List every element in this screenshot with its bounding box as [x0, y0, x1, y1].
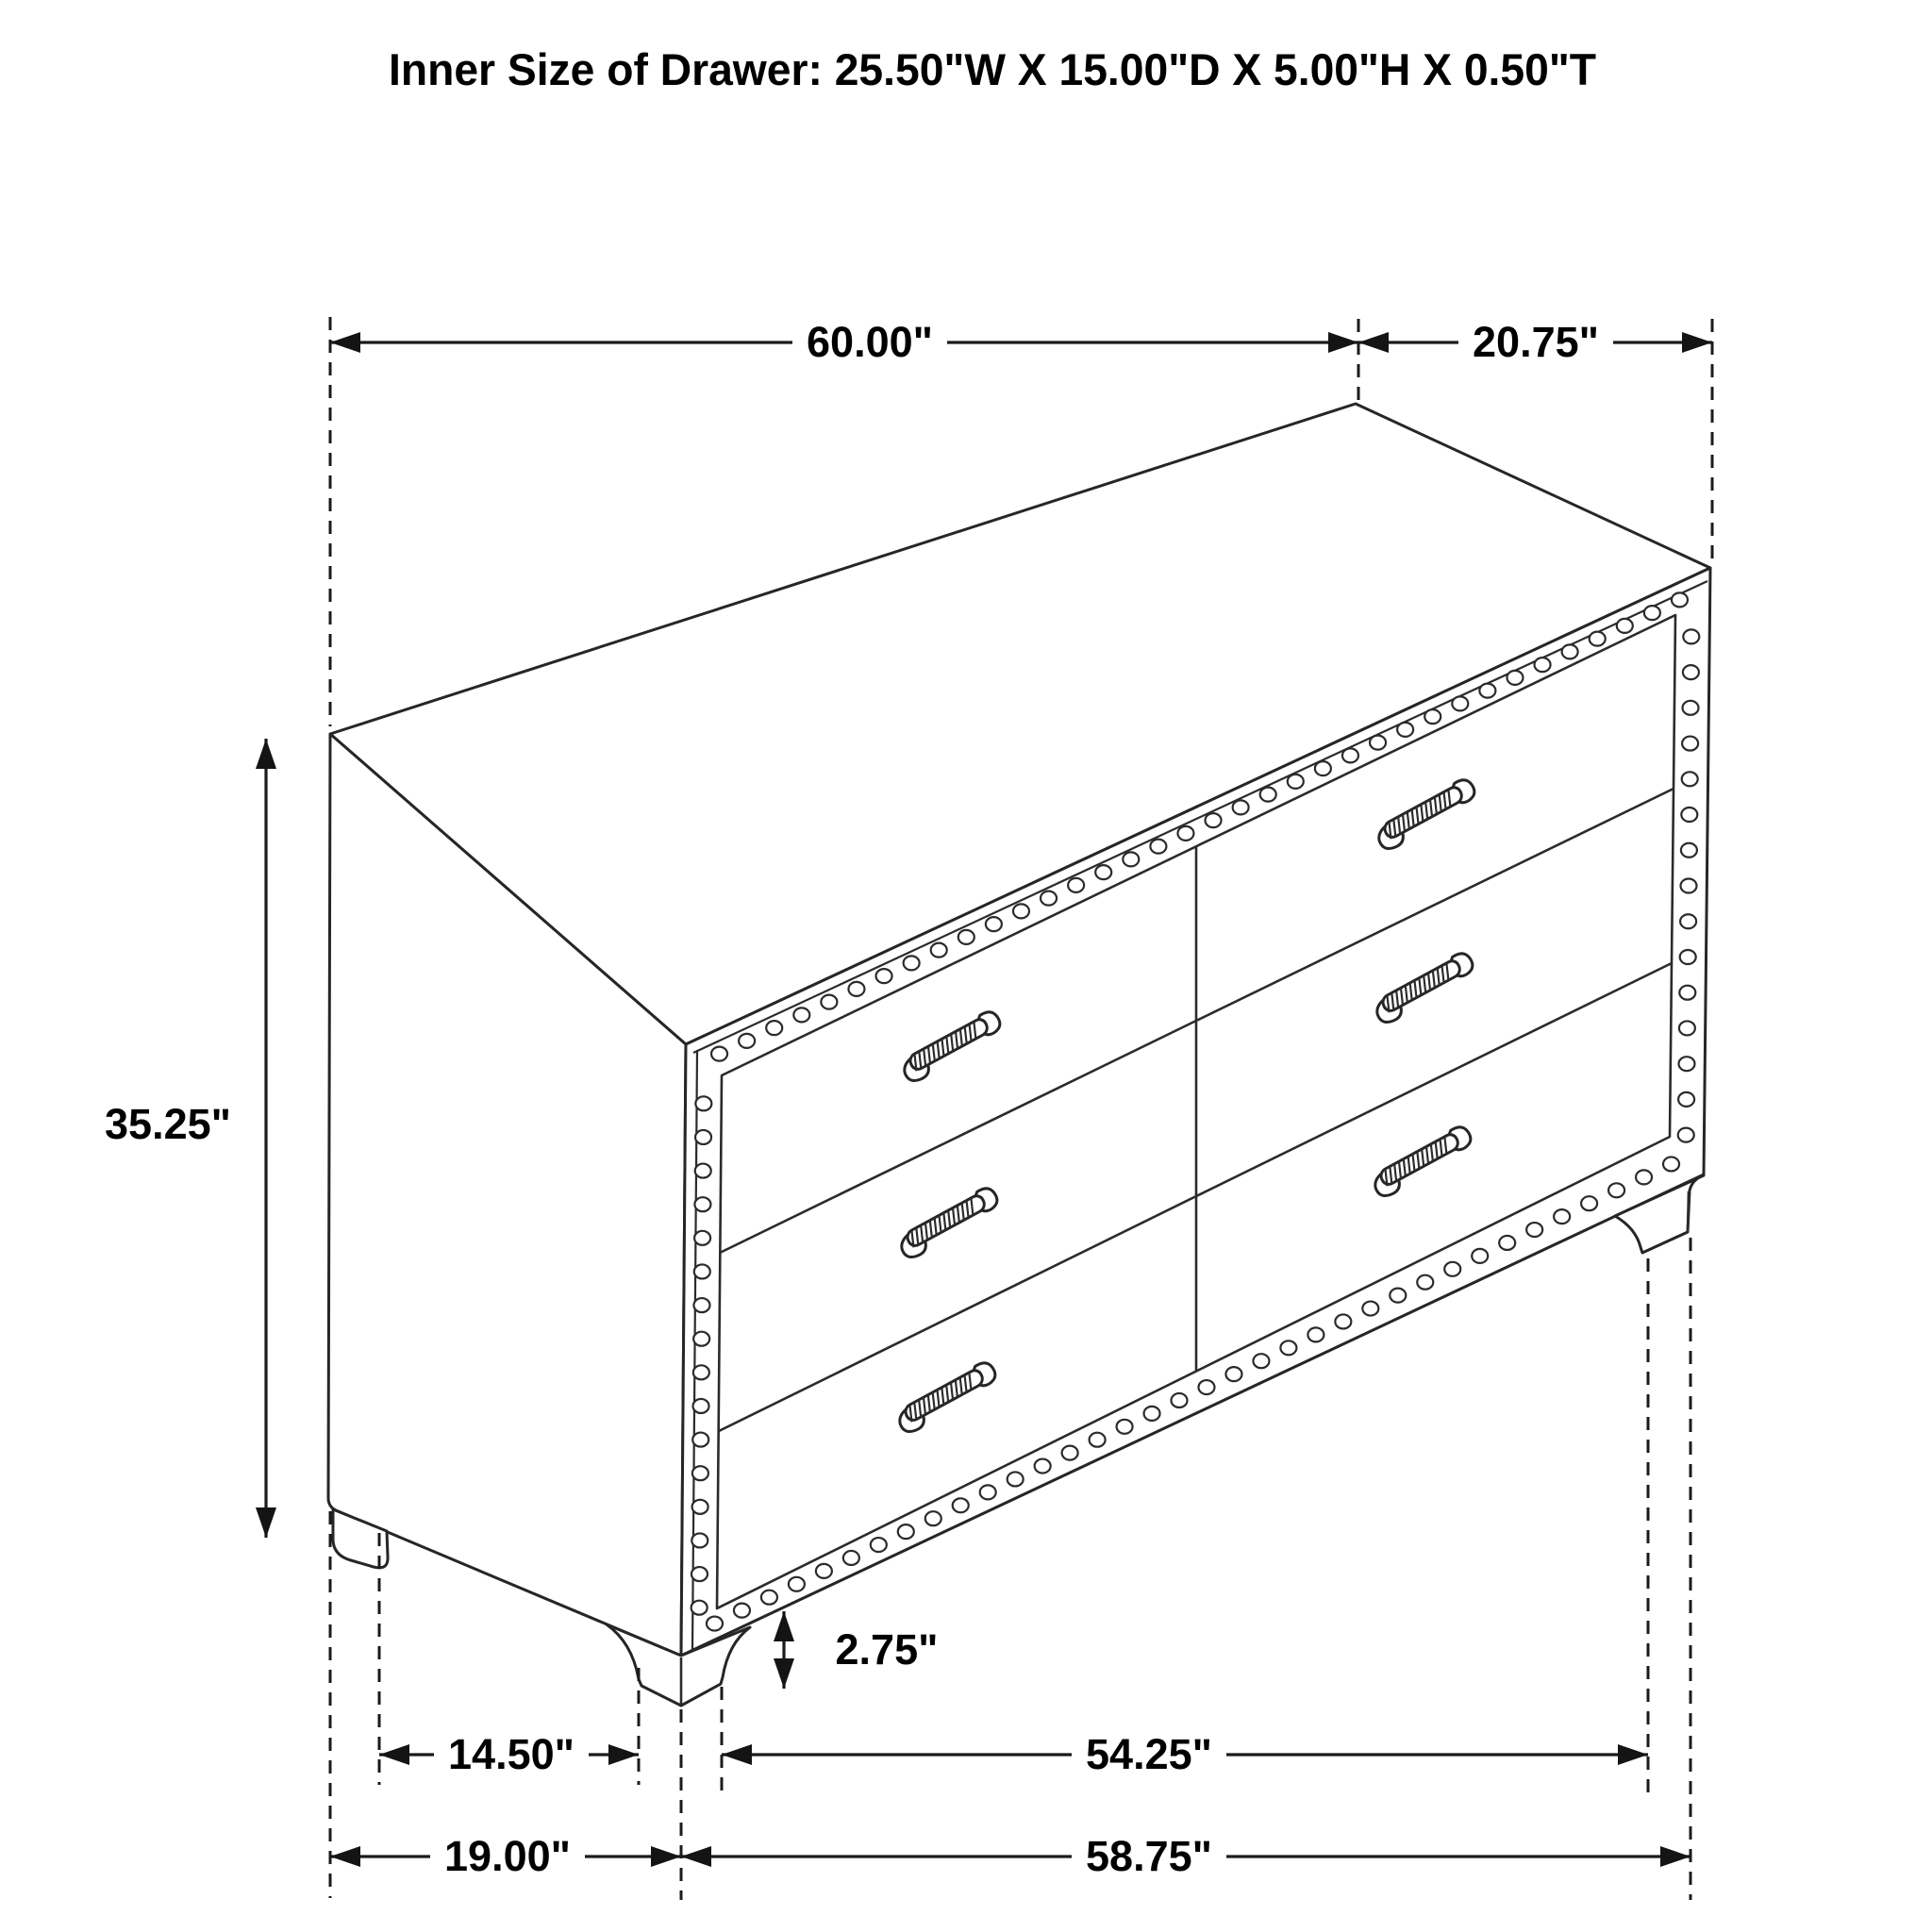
nailhead-icon: [1682, 772, 1698, 786]
dimension-label: 54.25": [1086, 1730, 1212, 1778]
nailhead-icon: [1090, 1433, 1106, 1447]
nailhead-icon: [1507, 671, 1523, 685]
nailhead-icon: [904, 956, 920, 970]
nailhead-icon: [931, 943, 947, 958]
nailhead-icon: [1617, 619, 1633, 633]
nailhead-icon: [925, 1511, 941, 1525]
nailhead-icon: [695, 1096, 711, 1110]
nailhead-icon: [1678, 1128, 1694, 1142]
nailhead-icon: [821, 995, 837, 1009]
dimension-side-leg-outer: [330, 1831, 681, 1882]
diagram-title: Inner Size of Drawer: 25.50"W X 15.00"D X 5.00"H X 0.50"T: [389, 44, 1597, 94]
nailhead-icon: [1198, 1380, 1214, 1394]
nailhead-icon: [1535, 658, 1551, 672]
nailhead-icon: [876, 969, 892, 983]
nailhead-icon: [1362, 1302, 1378, 1316]
nailhead-icon: [898, 1524, 914, 1539]
dimension-label: 58.75": [1086, 1832, 1212, 1880]
nailhead-icon: [734, 1604, 750, 1618]
arrowhead-icon: [681, 1846, 711, 1867]
nailhead-icon: [695, 1130, 711, 1144]
nailhead-icon: [707, 1617, 723, 1631]
dimension-label: 60.00": [807, 318, 933, 366]
dimension-side-leg-spacing: [379, 1729, 639, 1780]
nailhead-icon: [1095, 865, 1111, 879]
nailhead-icon: [1008, 1472, 1024, 1486]
arrowhead-icon: [330, 1846, 360, 1867]
nailhead-icon: [986, 917, 1002, 931]
nailhead-icon: [1479, 684, 1495, 698]
nailhead-icon: [1581, 1196, 1597, 1210]
nailhead-icon: [711, 1047, 727, 1061]
nailhead-icon: [1041, 891, 1057, 906]
nailhead-icon: [691, 1567, 708, 1581]
arrowhead-icon: [608, 1744, 639, 1765]
nailhead-icon: [1672, 592, 1688, 607]
nailhead-icon: [739, 1034, 755, 1048]
nailhead-icon: [980, 1485, 996, 1499]
nailhead-icon: [1417, 1275, 1433, 1290]
nailhead-icon: [694, 1197, 710, 1211]
nailhead-icon: [1678, 1092, 1694, 1107]
nailhead-icon: [1144, 1407, 1160, 1421]
arrowhead-icon: [1618, 1744, 1648, 1765]
nailhead-icon: [1150, 840, 1166, 854]
nailhead-icon: [1452, 696, 1468, 710]
dimension-label: 14.50": [448, 1730, 575, 1778]
nailhead-icon: [1013, 904, 1029, 918]
nailhead-icon: [1679, 986, 1695, 1000]
arrowhead-icon: [1358, 332, 1389, 353]
arrowhead-icon: [774, 1611, 794, 1641]
dimension-front-leg-clear: [722, 1729, 1648, 1780]
nailhead-icon: [1172, 1393, 1188, 1407]
nailhead-icon: [1123, 852, 1139, 866]
nailhead-icon: [1390, 1289, 1406, 1303]
nailhead-icon: [761, 1591, 777, 1605]
nailhead-icon: [1644, 606, 1660, 620]
nailhead-icon: [693, 1365, 709, 1379]
nailhead-icon: [871, 1538, 887, 1552]
arrowhead-icon: [256, 1507, 276, 1538]
dimension-label: 20.75": [1473, 318, 1599, 366]
nailhead-icon: [1683, 665, 1699, 679]
nailhead-icon: [1315, 761, 1331, 775]
nailhead-icon: [1035, 1459, 1051, 1474]
nailhead-icon: [816, 1564, 832, 1578]
arrowhead-icon: [379, 1744, 409, 1765]
dimension-top-depth: [1358, 317, 1712, 368]
nailhead-icon: [1680, 950, 1696, 964]
nailhead-icon: [766, 1021, 782, 1035]
nailhead-icon: [1679, 1021, 1695, 1035]
dimension-leg-height: [774, 1611, 938, 1689]
arrowhead-icon: [1660, 1846, 1690, 1867]
nailhead-icon: [1636, 1170, 1652, 1184]
nailhead-icon: [1499, 1236, 1515, 1250]
nailhead-icon: [693, 1332, 709, 1346]
nailhead-icon: [1681, 843, 1697, 858]
nailhead-icon: [848, 982, 864, 996]
nailhead-icon: [1554, 1209, 1570, 1224]
nailhead-icon: [694, 1264, 710, 1278]
arrowhead-icon: [774, 1658, 794, 1689]
dimension-front-leg-outer: [681, 1831, 1690, 1882]
nailhead-icon: [691, 1533, 708, 1547]
nailhead-icon: [693, 1399, 709, 1413]
nailhead-icon: [1681, 808, 1697, 822]
nailhead-icon: [1663, 1157, 1679, 1171]
nailhead-icon: [953, 1498, 969, 1512]
nailhead-icon: [692, 1500, 708, 1514]
nailhead-icon: [1253, 1354, 1269, 1368]
dimension-label: 2.75": [835, 1625, 939, 1674]
nailhead-icon: [1068, 878, 1084, 892]
nailhead-icon: [1683, 701, 1699, 715]
nailhead-icon: [1062, 1446, 1078, 1460]
nailhead-icon: [1370, 736, 1386, 750]
dimension-top-width: [330, 317, 1358, 368]
nailhead-icon: [958, 930, 974, 944]
nailhead-icon: [1472, 1249, 1488, 1263]
nailhead-icon: [1225, 1367, 1241, 1381]
nailhead-icon: [692, 1466, 708, 1480]
arrowhead-icon: [651, 1846, 681, 1867]
nailhead-icon: [1526, 1223, 1542, 1237]
nailhead-icon: [1117, 1420, 1133, 1434]
nailhead-icon: [1307, 1327, 1324, 1341]
arrowhead-icon: [256, 739, 276, 769]
nailhead-icon: [1682, 737, 1698, 751]
dimension-left-height: [105, 739, 276, 1538]
nailhead-icon: [1288, 774, 1304, 789]
nailhead-icon: [789, 1577, 805, 1591]
arrowhead-icon: [330, 332, 360, 353]
nailhead-icon: [692, 1433, 708, 1447]
nailhead-icon: [793, 1008, 809, 1022]
nailhead-icon: [1233, 800, 1249, 814]
front-right-leg-corner-edge: [1688, 1191, 1689, 1232]
dresser: [328, 404, 1710, 1706]
nailhead-icon: [1335, 1314, 1351, 1328]
nailhead-icon: [843, 1551, 859, 1565]
nailhead-icon: [1683, 629, 1699, 643]
arrowhead-icon: [1682, 332, 1712, 353]
arrowhead-icon: [722, 1744, 752, 1765]
nailhead-icon: [1177, 826, 1193, 841]
nailhead-icon: [1681, 879, 1697, 893]
nailhead-icon: [1590, 632, 1606, 646]
nailhead-icon: [694, 1231, 710, 1245]
nailhead-icon: [1260, 788, 1276, 802]
nailhead-icon: [691, 1601, 708, 1615]
nailhead-icon: [1280, 1341, 1296, 1355]
nailhead-icon: [695, 1164, 711, 1178]
dimension-label: 19.00": [444, 1832, 571, 1880]
arrowhead-icon: [1328, 332, 1358, 353]
nailhead-icon: [1342, 748, 1358, 762]
nailhead-icon: [1608, 1183, 1624, 1197]
nailhead-icon: [1680, 914, 1696, 928]
nailhead-icon: [1397, 723, 1413, 737]
nailhead-icon: [693, 1298, 709, 1312]
nailhead-icon: [1424, 709, 1441, 724]
nailhead-icon: [1444, 1262, 1460, 1276]
nailhead-icon: [1206, 813, 1222, 827]
dimension-label: 35.25": [105, 1100, 231, 1148]
nailhead-icon: [1562, 644, 1578, 658]
nailhead-icon: [1679, 1057, 1695, 1071]
